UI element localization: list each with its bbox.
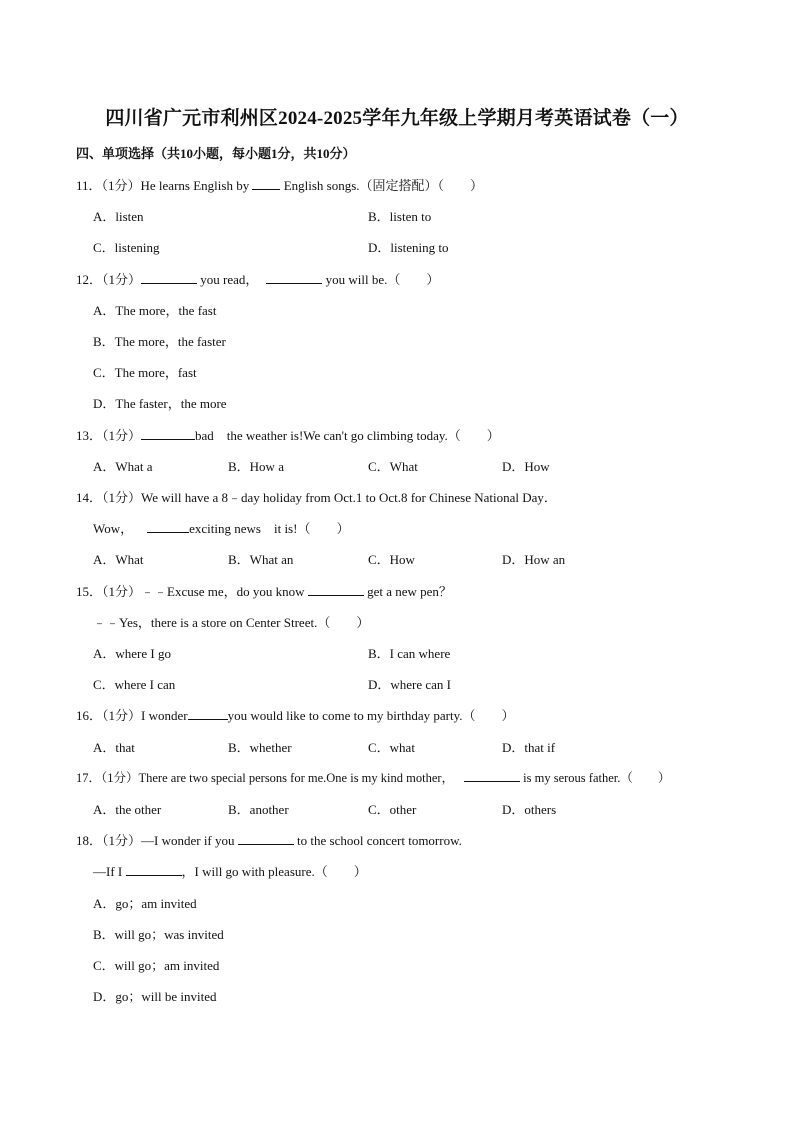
question-text: 14．（1分）We will have a 8﹣day holiday from Oct.1 to Oct.8 for Chinese National Day． bbox=[76, 490, 557, 505]
option-b: B．listen to bbox=[368, 209, 432, 224]
question-12 bbox=[76, 269, 439, 288]
option-c: C．How bbox=[368, 552, 415, 567]
section-heading: 四、单项选择（共10小题，每小题1分，共10分） bbox=[76, 146, 356, 161]
option-d: D．The faster，the more bbox=[93, 396, 227, 411]
answer-blank bbox=[266, 271, 322, 284]
question-text: 12．（1分） bbox=[76, 272, 142, 287]
option-b: B．What an bbox=[228, 552, 294, 567]
option-a: A．that bbox=[93, 740, 135, 755]
option-b: B．whether bbox=[228, 740, 292, 755]
option-d: D．others bbox=[502, 802, 557, 817]
question-text: 16．（1分）I wonder bbox=[76, 708, 188, 723]
question-18 bbox=[76, 830, 462, 849]
question-text: to the school concert tomorrow. bbox=[293, 833, 462, 848]
question-11 bbox=[76, 175, 483, 194]
question-15 bbox=[76, 581, 452, 600]
option-c: C．will go；am invited bbox=[93, 958, 220, 973]
option-d: D．listening to bbox=[368, 240, 449, 255]
option-c: C．The more，fast bbox=[93, 365, 197, 380]
option-a: A．What bbox=[93, 552, 144, 567]
option-a: A．go；am invited bbox=[93, 896, 197, 911]
question-16 bbox=[76, 705, 515, 724]
option-c: C．What bbox=[368, 459, 418, 474]
question-text: —If I bbox=[93, 864, 126, 879]
option-c: C．listening bbox=[93, 240, 160, 255]
question-14 bbox=[76, 487, 557, 506]
option-d: D．go；will be invited bbox=[93, 989, 217, 1004]
option-d: D．How an bbox=[502, 552, 566, 567]
option-d: D．How bbox=[502, 459, 550, 474]
question-text: ﹣﹣Yes，there is a store on Center Street.（ ） bbox=[93, 615, 370, 630]
option-b: B．How a bbox=[228, 459, 284, 474]
question-text: you will be.（ ） bbox=[322, 272, 440, 287]
page-title: 四川省广元市利州区2024-2025学年九年级上学期月考英语试卷（一） bbox=[105, 108, 689, 129]
option-a: A．listen bbox=[93, 209, 144, 224]
option-d: D．that if bbox=[502, 740, 556, 755]
question-text: ，I will go with pleasure.（ ） bbox=[181, 864, 367, 879]
question-17 bbox=[76, 768, 670, 786]
question-text: 13．（1分） bbox=[76, 428, 142, 443]
option-c: C．where I can bbox=[93, 677, 176, 692]
answer-blank bbox=[141, 271, 197, 284]
question-text: bad the weather is!We can't go climbing today.（ ） bbox=[195, 428, 500, 443]
question-text: 11．（1分）He learns English by bbox=[76, 178, 253, 193]
question-text: you read， bbox=[197, 272, 259, 287]
question-text: English songs.（固定搭配）（ ） bbox=[280, 178, 484, 193]
question-text: 17．（1分）There are two special persons for me.One is my kind mother， bbox=[76, 771, 455, 785]
option-b: B．another bbox=[228, 802, 289, 817]
option-b: B．I can where bbox=[368, 646, 451, 661]
option-a: A．the other bbox=[93, 802, 162, 817]
question-text: exciting news it is!（ ） bbox=[189, 521, 350, 536]
answer-blank bbox=[238, 832, 294, 845]
question-14-line2 bbox=[93, 518, 349, 537]
answer-blank bbox=[308, 583, 364, 596]
option-a: A．What a bbox=[93, 459, 153, 474]
option-c: C．what bbox=[368, 740, 415, 755]
question-18-line2 bbox=[93, 861, 367, 880]
question-text: is my serous father.（ ） bbox=[520, 771, 671, 785]
question-15-line2 bbox=[93, 612, 369, 631]
answer-blank bbox=[147, 520, 189, 533]
question-text: 18．（1分）—I wonder if you bbox=[76, 833, 238, 848]
option-a: A．where I go bbox=[93, 646, 171, 661]
question-text: 15．（1分）﹣﹣Excuse me，do you know bbox=[76, 584, 308, 599]
option-d: D．where can I bbox=[368, 677, 452, 692]
answer-blank bbox=[188, 707, 228, 720]
option-c: C．other bbox=[368, 802, 417, 817]
answer-blank bbox=[464, 769, 520, 782]
answer-blank bbox=[126, 863, 182, 876]
answer-blank bbox=[141, 427, 195, 440]
question-text: you would like to come to my birthday party.（ ） bbox=[227, 708, 515, 723]
option-a: A．The more，the fast bbox=[93, 303, 217, 318]
question-text: Wow， bbox=[93, 521, 134, 536]
question-13 bbox=[76, 425, 500, 444]
option-b: B．will go；was invited bbox=[93, 927, 224, 942]
question-text: get a new pen？ bbox=[363, 584, 452, 599]
option-b: B．The more，the faster bbox=[93, 334, 226, 349]
answer-blank bbox=[252, 177, 280, 190]
